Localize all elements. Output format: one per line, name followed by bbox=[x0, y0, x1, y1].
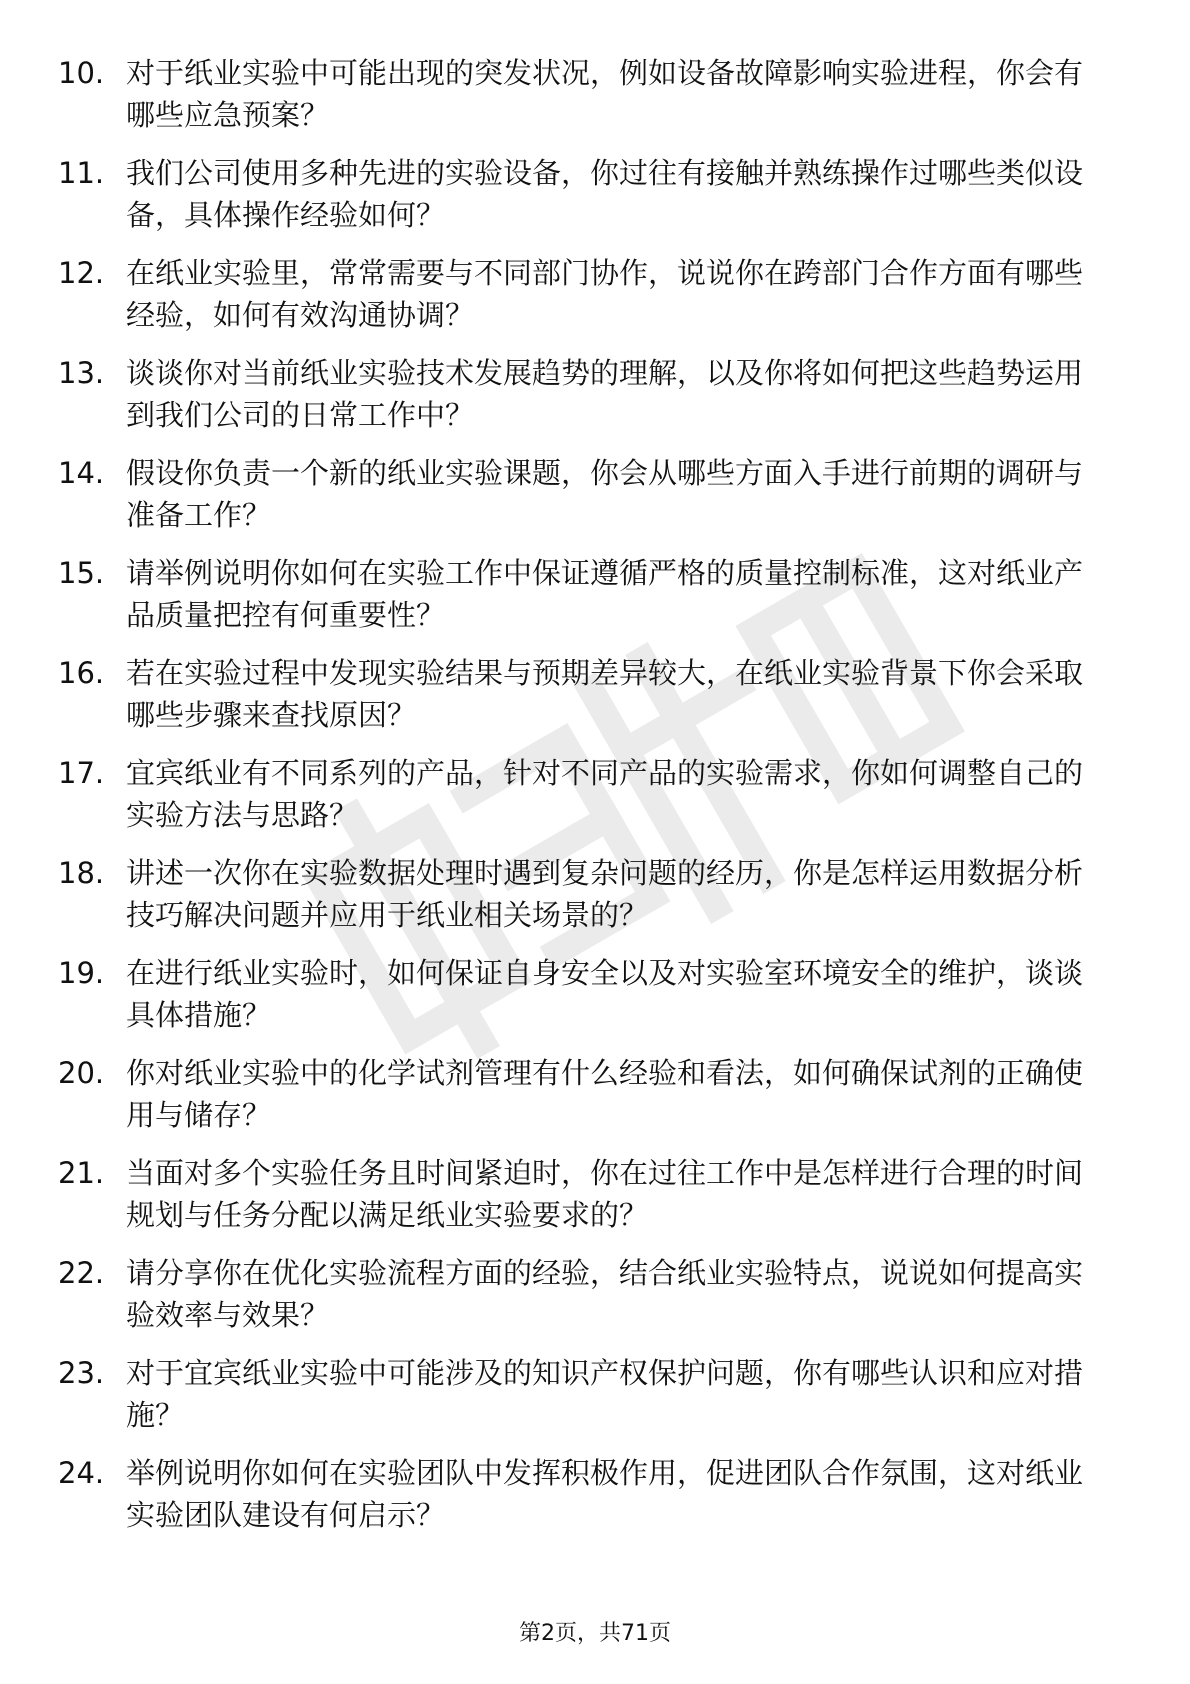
question-item bbox=[58, 652, 1108, 752]
question-number: 16. bbox=[58, 656, 105, 690]
question-item bbox=[58, 152, 1108, 252]
question-text: 请举例说明你如何在实验工作中保证遵循严格的质量控制标准，这对纸业产品质量把控有何重要性？ bbox=[126, 556, 1084, 632]
question-number: 24. bbox=[58, 1456, 105, 1490]
question-text: 当面对多个实验任务且时间紧迫时，你在过往工作中是怎样进行合理的时间规划与任务分配以满足纸业实验要求的？ bbox=[126, 1156, 1084, 1232]
question-item bbox=[58, 1452, 1108, 1552]
question-text: 我们公司使用多种先进的实验设备，你过往有接触并熟练操作过哪些类似设备，具体操作经验如何？ bbox=[126, 156, 1084, 232]
question-number: 22. bbox=[58, 1256, 105, 1290]
question-number: 20. bbox=[58, 1056, 105, 1090]
question-number: 17. bbox=[58, 756, 105, 790]
question-number: 12. bbox=[58, 256, 105, 290]
question-text: 请分享你在优化实验流程方面的经验，结合纸业实验特点，说说如何提高实验效率与效果？ bbox=[126, 1256, 1084, 1332]
question-item bbox=[58, 352, 1108, 452]
question-number: 11. bbox=[58, 156, 105, 190]
page-number-label: 第2页，共71页 bbox=[519, 1621, 671, 1646]
question-item bbox=[58, 52, 1108, 152]
page-footer bbox=[0, 1619, 1190, 1649]
question-text: 宜宾纸业有不同系列的产品，针对不同产品的实验需求，你如何调整自己的实验方法与思路？ bbox=[126, 756, 1084, 832]
question-item bbox=[58, 452, 1108, 552]
question-text: 讲述一次你在实验数据处理时遇到复杂问题的经历，你是怎样运用数据分析技巧解决问题并应用于纸业相关场景的？ bbox=[126, 856, 1084, 932]
question-text: 对于纸业实验中可能出现的突发状况，例如设备故障影响实验进程，你会有哪些应急预案？ bbox=[126, 56, 1084, 132]
question-number: 13. bbox=[58, 356, 105, 390]
question-text: 谈谈你对当前纸业实验技术发展趋势的理解，以及你将如何把这些趋势运用到我们公司的日常工作中？ bbox=[126, 356, 1084, 432]
question-item bbox=[58, 1052, 1108, 1152]
question-item bbox=[58, 252, 1108, 352]
question-item bbox=[58, 1152, 1108, 1252]
question-number: 23. bbox=[58, 1356, 105, 1390]
question-text: 对于宜宾纸业实验中可能涉及的知识产权保护问题，你有哪些认识和应对措施？ bbox=[126, 1356, 1084, 1432]
question-item bbox=[58, 752, 1108, 852]
question-text: 假设你负责一个新的纸业实验课题，你会从哪些方面入手进行前期的调研与准备工作？ bbox=[126, 456, 1084, 532]
question-item bbox=[58, 552, 1108, 652]
question-item bbox=[58, 1252, 1108, 1352]
question-number: 14. bbox=[58, 456, 105, 490]
question-item bbox=[58, 852, 1108, 952]
question-text: 举例说明你如何在实验团队中发挥积极作用，促进团队合作氛围，这对纸业实验团队建设有何启示？ bbox=[126, 1456, 1084, 1532]
question-number: 18. bbox=[58, 856, 105, 890]
question-item bbox=[58, 1352, 1108, 1452]
question-item bbox=[58, 952, 1108, 1052]
question-text: 若在实验过程中发现实验结果与预期差异较大，在纸业实验背景下你会采取哪些步骤来查找原因？ bbox=[126, 656, 1084, 732]
question-number: 10. bbox=[58, 56, 105, 90]
question-number: 21. bbox=[58, 1156, 105, 1190]
question-list bbox=[58, 52, 1108, 1552]
question-text: 在纸业实验里，常常需要与不同部门协作，说说你在跨部门合作方面有哪些经验，如何有效沟通协调？ bbox=[126, 256, 1084, 332]
question-number: 19. bbox=[58, 956, 105, 990]
question-text: 在进行纸业实验时，如何保证自身安全以及对实验室环境安全的维护，谈谈具体措施？ bbox=[126, 956, 1084, 1032]
question-text: 你对纸业实验中的化学试剂管理有什么经验和看法，如何确保试剂的正确使用与储存？ bbox=[126, 1056, 1084, 1132]
question-number: 15. bbox=[58, 556, 105, 590]
